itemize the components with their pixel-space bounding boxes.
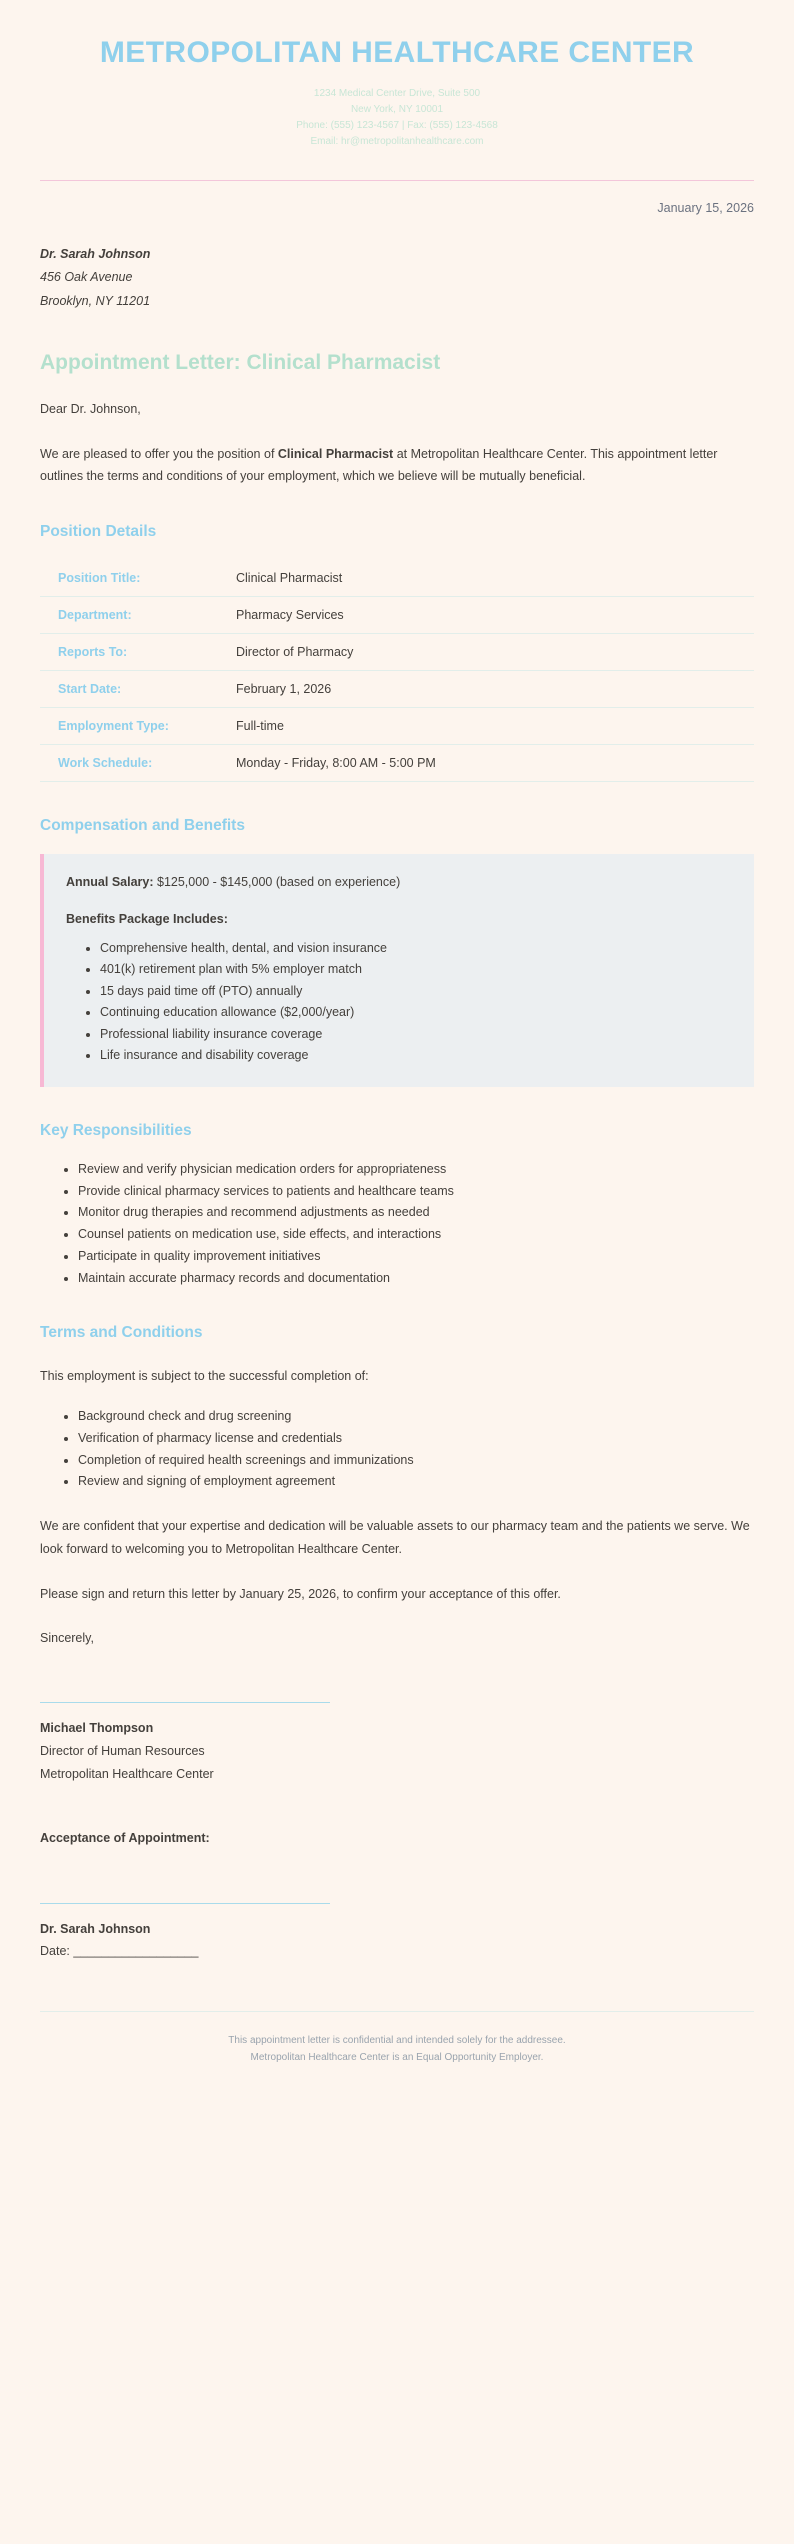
- row-label: Employment Type:: [58, 719, 169, 734]
- closing-paragraph-1: We are confident that your expertise and dedication will be valuable assets to our pharmacy team and the patients we serve. We look forward to welcoming you to Metropolitan Healthcare Center.: [40, 1519, 750, 1556]
- list-item: • Completion of required health screenings and immunizations: [78, 1450, 754, 1472]
- position-details-table-body: [40, 560, 754, 782]
- list-item: • Verification of pharmacy license and credentials: [78, 1428, 754, 1450]
- row-value: Monday - Friday, 8:00 AM - 5:00 PM: [236, 756, 436, 771]
- recipient-address-block: [40, 243, 754, 312]
- section-heading-terms: Terms and Conditions: [40, 1324, 203, 1342]
- letterhead-divider: [40, 180, 754, 181]
- list-item: • Provide clinical pharmacy services to patients and healthcare teams: [78, 1181, 754, 1203]
- terms-list: [40, 1406, 754, 1493]
- recipient-name: Dr. Sarah Johnson: [40, 247, 151, 262]
- list-item: • Life insurance and disability coverage: [100, 1045, 732, 1067]
- annual-salary-value: $125,000 - $145,000 (based on experience): [153, 875, 401, 890]
- recipient-street: 456 Oak Avenue: [40, 270, 133, 285]
- acceptance-heading: Acceptance of Appointment:: [40, 1830, 210, 1845]
- section-heading-position-details: Position Details: [40, 523, 157, 541]
- section-heading-compensation: Compensation and Benefits: [40, 817, 245, 835]
- intro-position-title: Clinical Pharmacist: [277, 446, 394, 461]
- list-item: • Comprehensive health, dental, and vision insurance: [100, 938, 732, 960]
- letterhead: [40, 34, 754, 164]
- row-label: Reports To:: [58, 645, 128, 660]
- annual-salary-line: [66, 872, 732, 893]
- table-row: [40, 560, 754, 597]
- terms-intro-paragraph: This employment is subject to the successful completion of:: [40, 1369, 369, 1384]
- sender-signature-block: [40, 1702, 754, 1786]
- position-details-table: [40, 560, 754, 782]
- list-item: • Maintain accurate pharmacy records and documentation: [78, 1268, 754, 1290]
- list-item: • Review and signing of employment agreement: [78, 1471, 754, 1493]
- organization-phone-fax: Phone: (555) 123-4567 | Fax: (555) 123-4568: [296, 119, 498, 131]
- table-row: [40, 708, 754, 745]
- row-label: Department:: [58, 608, 132, 623]
- organization-address-line-1: 1234 Medical Center Drive, Suite 500: [313, 87, 481, 99]
- list-item: • Counsel patients on medication use, side effects, and interactions: [78, 1224, 754, 1246]
- sender-signature-line: [40, 1702, 330, 1703]
- intro-paragraph: [40, 443, 754, 489]
- acceptance-signature-line[interactable]: [40, 1903, 330, 1904]
- footer-confidentiality-note: This appointment letter is confidential and intended solely for the addressee.: [228, 2034, 566, 2046]
- list-item: • Background check and drug screening: [78, 1406, 754, 1428]
- organization-name: METROPOLITAN HEALTHCARE CENTER: [99, 36, 695, 69]
- intro-text-after: at Metropolitan Healthcare Center. This appointment letter outlines the terms and conditions of your employment, which we believe will be mutually beneficial.: [40, 446, 718, 484]
- salutation: Dear Dr. Johnson,: [40, 401, 141, 416]
- row-label: Start Date:: [58, 682, 122, 697]
- sincerely-line: Sincerely,: [40, 1631, 94, 1646]
- list-item: • 401(k) retirement plan with 5% employer match: [100, 959, 732, 981]
- annual-salary-label: Annual Salary:: [66, 875, 154, 890]
- footer-divider: [40, 2011, 754, 2012]
- row-value: Full-time: [236, 719, 284, 734]
- row-value: Pharmacy Services: [236, 608, 344, 623]
- responsibilities-list: [40, 1159, 754, 1290]
- compensation-highlight-box: [40, 854, 754, 1086]
- list-item: • Monitor drug therapies and recommend adjustments as needed: [78, 1202, 754, 1224]
- table-row: [40, 634, 754, 671]
- list-item: • 15 days paid time off (PTO) annually: [100, 981, 732, 1003]
- section-heading-responsibilities: Key Responsibilities: [40, 1121, 192, 1139]
- organization-email: Email: hr@metropolitanhealthcare.com: [310, 136, 484, 148]
- row-value: Director of Pharmacy: [236, 645, 354, 660]
- table-row: [40, 745, 754, 782]
- benefits-list: [66, 938, 732, 1067]
- row-label: Work Schedule:: [58, 756, 153, 771]
- page-title: Appointment Letter: Clinical Pharmacist: [40, 350, 441, 374]
- row-label: Position Title:: [58, 571, 141, 586]
- closing-paragraph-2: Please sign and return this letter by January 25, 2026, to confirm your acceptance of this offer.: [40, 1586, 561, 1601]
- table-row: [40, 597, 754, 634]
- acceptance-date-field[interactable]: Date: __________________: [40, 1944, 199, 1959]
- benefits-package-title: Benefits Package Includes:: [66, 911, 228, 926]
- sender-organization: Metropolitan Healthcare Center: [40, 1767, 214, 1782]
- list-item: • Continuing education allowance ($2,000/year): [100, 1002, 732, 1024]
- organization-address-line-2: New York, NY 10001: [350, 103, 444, 115]
- sender-title: Director of Human Resources: [40, 1744, 205, 1759]
- acceptance-signer-name: Dr. Sarah Johnson: [40, 1921, 151, 1936]
- intro-text-before: We are pleased to offer you the position of: [40, 446, 278, 461]
- list-item: • Review and verify physician medication orders for appropriateness: [78, 1159, 754, 1181]
- footer: [40, 2032, 754, 2097]
- recipient-city-state-zip: Brooklyn, NY 11201: [40, 293, 151, 308]
- row-value: Clinical Pharmacist: [236, 571, 343, 586]
- sender-name: Michael Thompson: [40, 1721, 154, 1736]
- row-value: February 1, 2026: [236, 682, 332, 697]
- footer-eeo-note: Metropolitan Healthcare Center is an Equal Opportunity Employer.: [250, 2052, 544, 2064]
- letter-date: January 15, 2026: [657, 201, 754, 216]
- table-row: [40, 671, 754, 708]
- list-item: • Participate in quality improvement initiatives: [78, 1246, 754, 1268]
- list-item: • Professional liability insurance coverage: [100, 1024, 732, 1046]
